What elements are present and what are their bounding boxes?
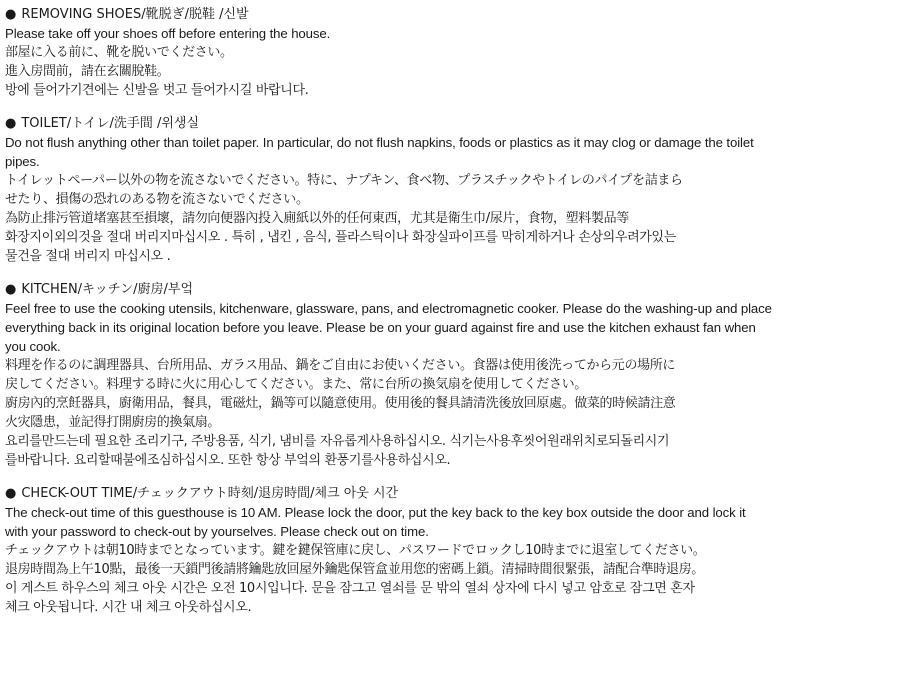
section-heading (5, 115, 905, 133)
text-line: 退房時間為上午10點，最後一天鎖門後請將鑰匙放回屋外鑰匙保管盒並用您的密碼上鎖。清掃時間很緊張，請配合準時退房。 (5, 562, 704, 577)
text-line: チェックアウトは朝10時までとなっています。鍵を鍵保管庫に戻し、パスワードでロックし10時までに退室してください。 (5, 543, 706, 558)
text-line: 廚房內的烹飪器具，廚衛用品，餐具，電磁灶，鍋等可以隨意使用。使用後的餐具請清洗後放回原處。做菜的時候請注意 (5, 396, 676, 411)
bullet-icon: ● (5, 7, 17, 22)
text-line: 물건을 절대 버리지 마십시오 . (5, 249, 171, 264)
text-line: 為防止排污管道堵塞甚至損壞，請勿向便器內投入廁紙以外的任何東西，尤其是衛生巾/尿片，食物，塑料製品等 (5, 211, 629, 226)
text-line: 進入房間前，請在玄關脫鞋。 (5, 64, 170, 79)
section-removing-shoes (5, 6, 905, 100)
section-heading (5, 281, 905, 299)
text-line: pipes. (5, 154, 40, 169)
text-line: 체크 아웃됩니다. 시간 내 체크 아웃하십시오. (5, 600, 252, 615)
section-title: CHECK-OUT TIME/チェックアウト時刻/退房時間/체크 아웃 시간 (21, 486, 399, 501)
text-line: 火灾隱患，並記得打開廚房的換氣扇。 (5, 415, 221, 430)
bullet-icon: ● (5, 486, 17, 501)
text-line: 이 게스트 하우스의 체크 아웃 시간은 오전 10시입니다. 문을 잠그고 열쇠를 문 밖의 열쇠 상자에 다시 넣고 암호로 잠그면 혼자 (5, 581, 695, 596)
text-line: everything back in its original location before you leave. Please be on your guard against fire and use the kitchen exhaust fan when (5, 320, 756, 335)
section-kitchen (5, 281, 905, 470)
section-title: REMOVING SHOES/靴脱ぎ/脱鞋 /신발 (21, 7, 249, 22)
text-line: 화장지이외의것을 절대 버리지마십시오 . 특히 , 냅킨 , 음식, 플라스틱이나 화장실파이프를 막히게하거나 손상의우려가있는 (5, 230, 676, 245)
section-heading (5, 485, 905, 503)
text-line: you cook. (5, 339, 61, 354)
text-line: トイレットペーパー以外の物を流さないでください。特に、ナプキン、食べ物、プラスチックやトイレのパイプを詰まら (5, 173, 683, 188)
text-line: 를바랍니다. 요리할때불에조심하십시오. 또한 항상 부엌의 환풍기를사용하십시오. (5, 453, 451, 468)
section-title: TOILET/トイレ/洗手間 /위생실 (21, 116, 200, 131)
text-line: 요리를만드는데 필요한 조리기구, 주방용품, 식기, 냄비를 자유롭게사용하십시오. 식기는사용후씻어원래위치로되돌리시기 (5, 434, 670, 449)
bullet-icon: ● (5, 116, 17, 131)
text-line: Feel free to use the cooking utensils, kitchenware, glassware, pans, and electromagnetic cooker. Please do the washing-up and place (5, 301, 772, 316)
text-line: せたり、損傷の恐れのある物を流さないでください。 (5, 192, 309, 207)
text-line: Do not flush anything other than toilet paper. In particular, do not flush napkins, foods or plastics as it may clog or damage the toilet (5, 135, 754, 150)
text-line: 部屋に入る前に、靴を脱いでください。 (5, 45, 233, 60)
text-line: 방에 들어가기견에는 신발을 벗고 들어가시길 바랍니다. (5, 83, 309, 98)
section-title: KITCHEN/キッチン/廚房/부엌 (21, 282, 194, 297)
section-check-out-time (5, 485, 905, 617)
text-line: Please take off your shoes off before entering the house. (5, 26, 331, 41)
bullet-icon: ● (5, 282, 17, 297)
section-heading (5, 6, 905, 24)
text-line: with your password to check-out by yourselves. Please check out on time. (5, 524, 429, 539)
text-line: 料理を作るのに調理器具、台所用品、ガラス用品、鍋をご自由にお使いください。食器は使用後洗ってから元の場所に (5, 358, 676, 373)
text-line: The check-out time of this guesthouse is 10 AM. Please lock the door, put the key back to the key box outside the door and lock it (5, 505, 746, 520)
section-toilet (5, 115, 905, 266)
text-line: 戻してください。料理する時に火に用心してください。また、常に台所の換気扇を使用してください。 (5, 377, 587, 392)
